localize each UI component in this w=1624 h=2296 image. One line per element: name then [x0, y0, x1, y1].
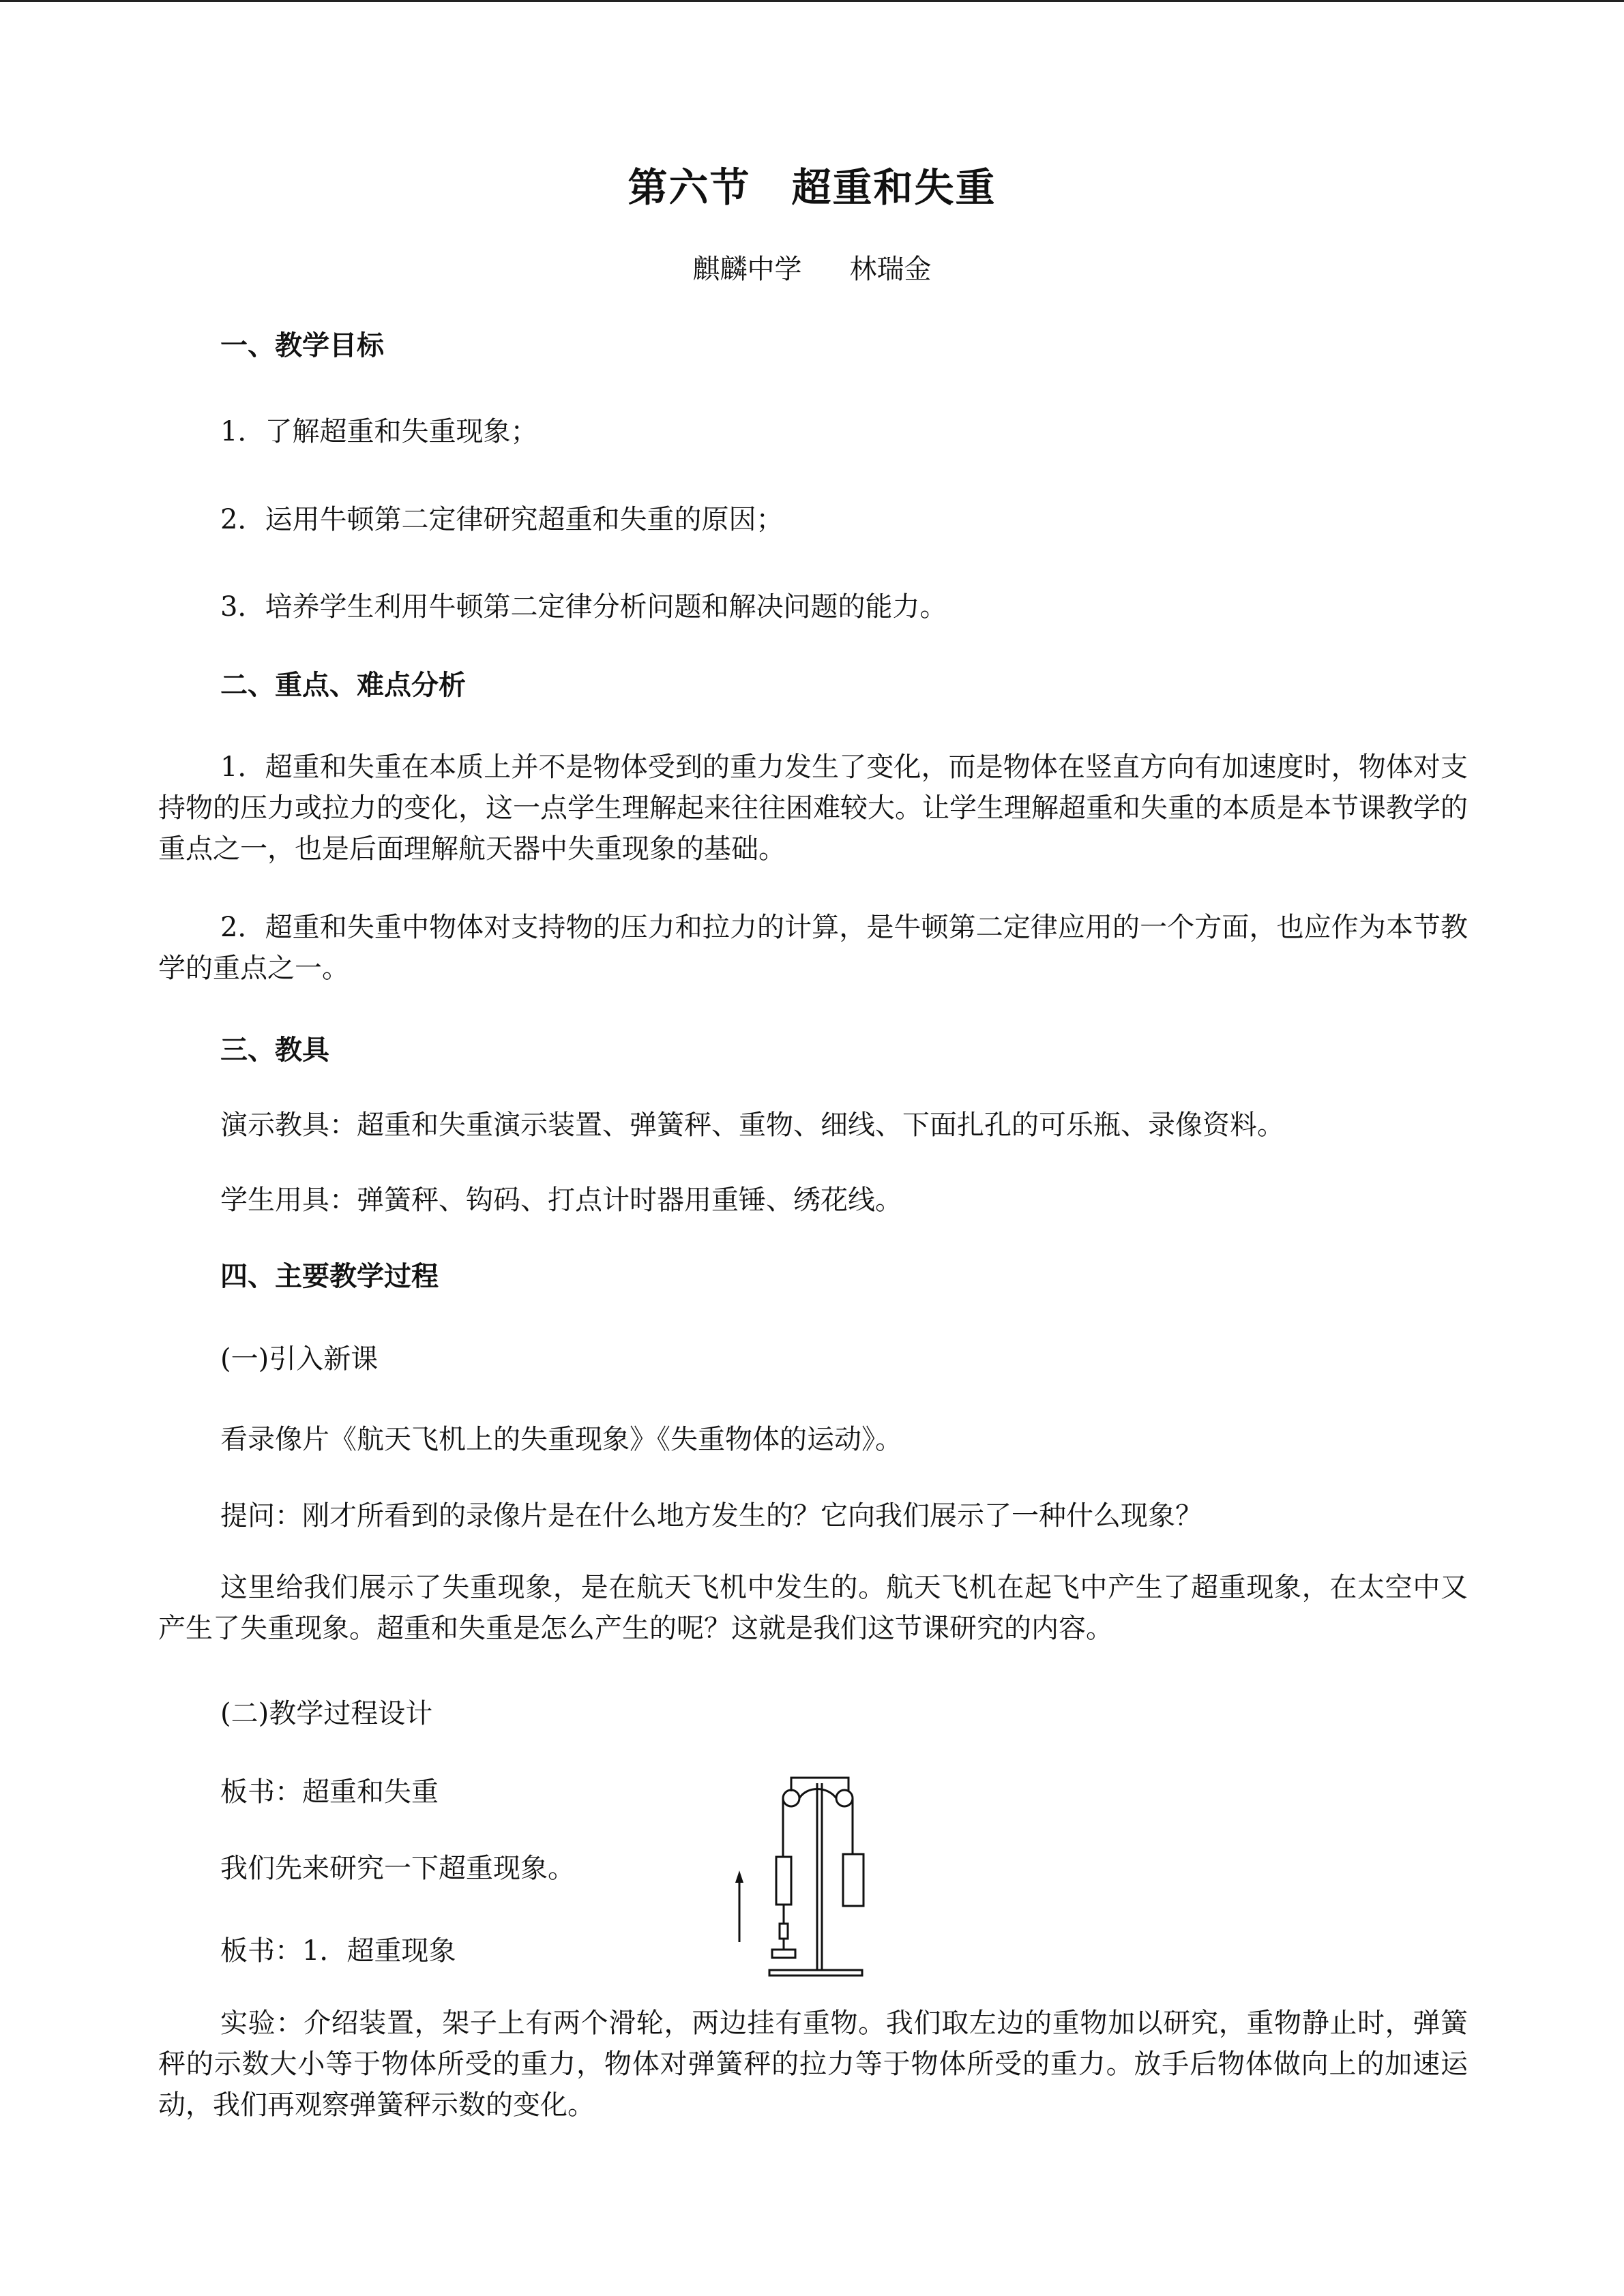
demo-equipment-line: 演示教具：超重和失重演示装置、弹簧秤、重物、细线、下面扎孔的可乐瓶、录像资料。: [220, 1109, 1284, 1141]
study-intro-line: 我们先来研究一下超重现象。: [220, 1853, 575, 1884]
school-name: 麒麟中学: [692, 254, 802, 285]
objective-item-2: 2．运用牛顿第二定律研究超重和失重的原因；: [220, 504, 784, 535]
key-point-paragraph-2: 2．超重和失重中物体对支持物的压力和拉力的计算，是牛顿第二定律应用的一个方面，也应作为本节教学的重点之一。: [158, 912, 1468, 984]
apparatus-base: [769, 1970, 862, 1976]
subsection-heading-design: (二)教学过程设计: [220, 1698, 433, 1729]
section-heading-key-points: 二、重点、难点分析: [220, 670, 466, 701]
spring-scale: [776, 1857, 791, 1905]
right-weight: [843, 1854, 863, 1906]
objective-item-1: 1．了解超重和失重现象；: [220, 416, 538, 447]
subsection-heading-intro: (一)引入新课: [220, 1343, 379, 1375]
upward-arrow-icon: [735, 1870, 743, 1883]
author-name: 林瑞金: [849, 254, 932, 285]
board-note-title: 板书：超重和失重: [220, 1776, 439, 1808]
board-note-overweight: 板书：1．超重现象: [220, 1935, 456, 1967]
objective-item-3: 3．培养学生利用牛顿第二定律分析问题和解决问题的能力。: [220, 591, 947, 623]
left-weight: [772, 1950, 795, 1958]
scale-hook: [780, 1924, 788, 1939]
left-pulley: [783, 1790, 799, 1806]
page-title: 第六节 超重和失重: [628, 164, 996, 211]
answer-paragraph: 这里给我们展示了失重现象，是在航天飞机中发生的。航天飞机在起飞中产生了超重现象，在太空中又产生了失重现象。超重和失重是怎么产生的呢？这就是我们这节课研究的内容。: [158, 1572, 1468, 1644]
pulley-apparatus-diagram: [722, 1761, 872, 1986]
key-point-paragraph-1: 1．超重和失重在本质上并不是物体受到的重力发生了变化，而是物体在竖直方向有加速度时，物体对支持物的压力或拉力的变化，这一点学生理解起来往往困难较大。让学生理解超重和失重的本质是本节课教学的重点之一，也是后面理解航天器中失重现象的基础。: [158, 751, 1468, 865]
video-line: 看录像片《航天飞机上的失重现象》《失重物体的运动》。: [220, 1424, 902, 1455]
right-pulley: [836, 1790, 853, 1806]
question-line: 提问：刚才所看到的录像片是在什么地方发生的？它向我们展示了一种什么现象？: [220, 1500, 1202, 1532]
section-heading-process: 四、主要教学过程: [220, 1261, 439, 1292]
section-heading-equipment: 三、教具: [220, 1034, 329, 1066]
student-equipment-line: 学生用具：弹簧秤、钩码、打点计时器用重锤、绣花线。: [220, 1184, 902, 1216]
section-heading-objectives: 一、教学目标: [220, 330, 384, 361]
author-line: [0, 248, 1624, 286]
experiment-paragraph: 实验：介绍装置，架子上有两个滑轮，两边挂有重物。我们取左边的重物加以研究，重物静止时，弹簧秤的示数大小等于物体所受的重力，物体对弹簧秤的拉力等于物体所受的重力。放手后物体做向上的加速运动，我们再观察弹簧秤示数的变化。: [158, 2008, 1468, 2121]
